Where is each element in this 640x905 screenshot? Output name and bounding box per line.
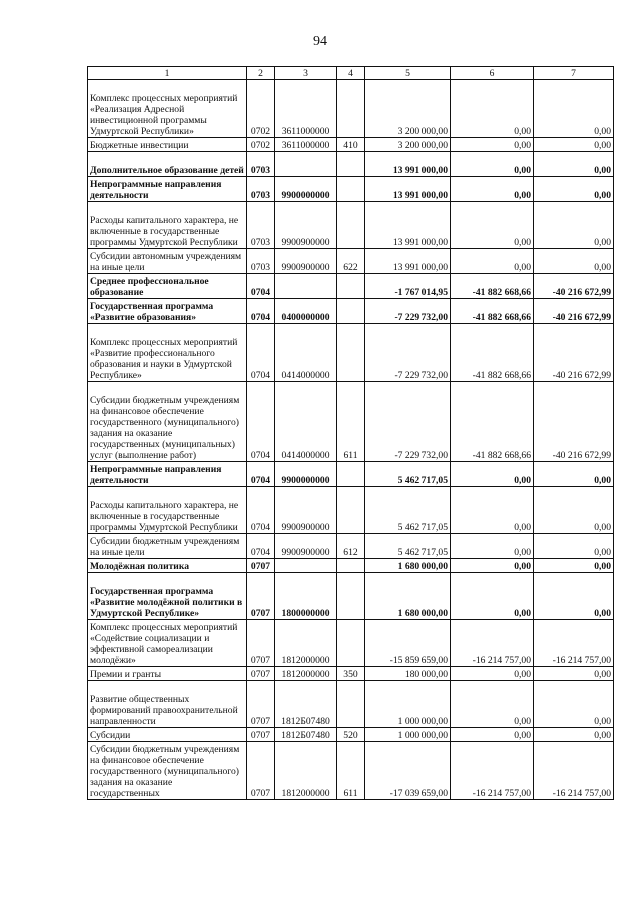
page-number: 94 (313, 34, 327, 49)
target-code-cell: 9900900000 (275, 249, 337, 274)
amount-col7-cell: 0,00 (534, 534, 614, 559)
amount-col6-cell: -41 882 668,66 (451, 382, 534, 462)
section-code-cell: 0702 (247, 138, 275, 152)
expense-type-cell (337, 487, 365, 534)
amount-col6-cell: 0,00 (451, 152, 534, 177)
section-code-cell: 0704 (247, 274, 275, 299)
amount-col6-cell: 0,00 (451, 681, 534, 728)
section-code-cell: 0704 (247, 324, 275, 382)
amount-col7-cell: 0,00 (534, 177, 614, 202)
header-cell: 3 (275, 67, 337, 80)
amount-col5-cell: 13 991 000,00 (365, 202, 451, 249)
amount-col6-cell: 0,00 (451, 728, 534, 742)
target-code-cell: 0400000000 (275, 299, 337, 324)
amount-col6-cell: 0,00 (451, 249, 534, 274)
amount-col5-cell: -7 229 732,00 (365, 299, 451, 324)
expense-type-cell (337, 681, 365, 728)
row-name-cell: Развитие общественных формирований правоохранительной направленности (88, 681, 247, 728)
target-code-cell: 1800000000 (275, 573, 337, 620)
amount-col7-cell: 0,00 (534, 667, 614, 681)
amount-col7-cell: -40 216 672,99 (534, 324, 614, 382)
amount-col5-cell: 13 991 000,00 (365, 177, 451, 202)
section-code-cell: 0702 (247, 80, 275, 138)
target-code-cell (275, 274, 337, 299)
expense-type-cell (337, 274, 365, 299)
section-code-cell: 0704 (247, 534, 275, 559)
expense-type-cell: 410 (337, 138, 365, 152)
amount-col5-cell: 3 200 000,00 (365, 80, 451, 138)
target-code-cell: 0414000000 (275, 324, 337, 382)
section-code-cell: 0703 (247, 202, 275, 249)
amount-col5-cell: 1 680 000,00 (365, 559, 451, 573)
amount-col6-cell: 0,00 (451, 177, 534, 202)
table-row (88, 249, 614, 274)
expense-type-cell (337, 573, 365, 620)
amount-col7-cell: 0,00 (534, 249, 614, 274)
target-code-cell: 9900000000 (275, 177, 337, 202)
table-row (88, 667, 614, 681)
table-body (88, 80, 614, 800)
target-code-cell: 3611000000 (275, 138, 337, 152)
table-row (88, 487, 614, 534)
amount-col5-cell: 5 462 717,05 (365, 487, 451, 534)
table-row (88, 620, 614, 667)
table-row (88, 299, 614, 324)
row-name-cell: Молодёжная политика (88, 559, 247, 573)
table-row (88, 559, 614, 573)
amount-col5-cell: 1 000 000,00 (365, 681, 451, 728)
amount-col7-cell: -16 214 757,00 (534, 742, 614, 800)
amount-col7-cell: 0,00 (534, 559, 614, 573)
target-code-cell: 1812000000 (275, 620, 337, 667)
amount-col5-cell: 13 991 000,00 (365, 249, 451, 274)
row-name-cell: Премии и гранты (88, 667, 247, 681)
amount-col5-cell: -17 039 659,00 (365, 742, 451, 800)
amount-col6-cell: 0,00 (451, 487, 534, 534)
amount-col6-cell: -16 214 757,00 (451, 742, 534, 800)
amount-col5-cell: 3 200 000,00 (365, 138, 451, 152)
amount-col7-cell: 0,00 (534, 80, 614, 138)
table-row (88, 742, 614, 800)
target-code-cell: 9900900000 (275, 534, 337, 559)
target-code-cell: 1812000000 (275, 667, 337, 681)
budget-table (87, 66, 614, 800)
header-cell: 1 (88, 67, 247, 80)
expense-type-cell: 612 (337, 534, 365, 559)
header-cell: 4 (337, 67, 365, 80)
expense-type-cell: 520 (337, 728, 365, 742)
expense-type-cell (337, 177, 365, 202)
section-code-cell: 0703 (247, 177, 275, 202)
amount-col5-cell: -7 229 732,00 (365, 382, 451, 462)
amount-col5-cell: 5 462 717,05 (365, 462, 451, 487)
amount-col7-cell: 0,00 (534, 681, 614, 728)
expense-type-cell (337, 559, 365, 573)
table-row (88, 138, 614, 152)
row-name-cell: Комплекс процессных мероприятий «Развитие профессионального образования и науки в Удмуртской Республике» (88, 324, 247, 382)
amount-col6-cell: -41 882 668,66 (451, 299, 534, 324)
target-code-cell: 1812Б07480 (275, 681, 337, 728)
section-code-cell: 0703 (247, 152, 275, 177)
row-name-cell: Расходы капитального характера, не включенные в государственные программы Удмуртской Республики (88, 202, 247, 249)
section-code-cell: 0704 (247, 487, 275, 534)
row-name-cell: Расходы капитального характера, не включенные в государственные программы Удмуртской Республики (88, 487, 247, 534)
expense-type-cell (337, 152, 365, 177)
row-name-cell: Государственная программа «Развитие образования» (88, 299, 247, 324)
table-row (88, 202, 614, 249)
amount-col5-cell: 180 000,00 (365, 667, 451, 681)
target-code-cell: 3611000000 (275, 80, 337, 138)
expense-type-cell (337, 620, 365, 667)
amount-col6-cell: 0,00 (451, 462, 534, 487)
expense-type-cell (337, 462, 365, 487)
amount-col7-cell: 0,00 (534, 487, 614, 534)
expense-type-cell: 622 (337, 249, 365, 274)
table-row (88, 324, 614, 382)
amount-col5-cell: 13 991 000,00 (365, 152, 451, 177)
amount-col6-cell: -41 882 668,66 (451, 324, 534, 382)
section-code-cell: 0707 (247, 681, 275, 728)
target-code-cell: 9900900000 (275, 487, 337, 534)
amount-col5-cell: -7 229 732,00 (365, 324, 451, 382)
table-row (88, 80, 614, 138)
row-name-cell: Комплекс процессных мероприятий «Реализация Адресной инвестиционной программы Удмуртской Республики» (88, 80, 247, 138)
header-cell: 2 (247, 67, 275, 80)
section-code-cell: 0707 (247, 742, 275, 800)
row-name-cell: Комплекс процессных мероприятий «Содействие социализации и эффективной самореализации молодёжи» (88, 620, 247, 667)
row-name-cell: Государственная программа «Развитие молодёжной политики в Удмуртской Республике» (88, 573, 247, 620)
amount-col5-cell: -1 767 014,95 (365, 274, 451, 299)
table-row (88, 177, 614, 202)
table-row (88, 462, 614, 487)
section-code-cell: 0707 (247, 573, 275, 620)
amount-col7-cell: 0,00 (534, 202, 614, 249)
amount-col5-cell: 5 462 717,05 (365, 534, 451, 559)
target-code-cell (275, 152, 337, 177)
row-name-cell: Непрограммные направления деятельности (88, 462, 247, 487)
section-code-cell: 0707 (247, 667, 275, 681)
target-code-cell: 9900900000 (275, 202, 337, 249)
expense-type-cell (337, 80, 365, 138)
amount-col6-cell: 0,00 (451, 202, 534, 249)
section-code-cell: 0707 (247, 559, 275, 573)
expense-type-cell (337, 324, 365, 382)
table-row (88, 274, 614, 299)
amount-col6-cell: 0,00 (451, 138, 534, 152)
expense-type-cell: 611 (337, 382, 365, 462)
table-row (88, 681, 614, 728)
target-code-cell: 1812000000 (275, 742, 337, 800)
table-row (88, 382, 614, 462)
expense-type-cell: 350 (337, 667, 365, 681)
amount-col6-cell: 0,00 (451, 534, 534, 559)
table-row (88, 728, 614, 742)
row-name-cell: Непрограммные направления деятельности (88, 177, 247, 202)
row-name-cell: Бюджетные инвестиции (88, 138, 247, 152)
table-row (88, 152, 614, 177)
amount-col7-cell: 0,00 (534, 573, 614, 620)
section-code-cell: 0704 (247, 299, 275, 324)
amount-col6-cell: 0,00 (451, 667, 534, 681)
row-name-cell: Субсидии бюджетным учреждениям на финансовое обеспечение государственного (муниципального) задания на оказание государственных (муниципальных) услуг (выполнение работ) (88, 382, 247, 462)
amount-col6-cell: 0,00 (451, 573, 534, 620)
expense-type-cell (337, 299, 365, 324)
amount-col6-cell: -16 214 757,00 (451, 620, 534, 667)
table-row (88, 573, 614, 620)
header-cell: 7 (534, 67, 614, 80)
row-name-cell: Среднее профессиональное образование (88, 274, 247, 299)
header-cell: 6 (451, 67, 534, 80)
row-name-cell: Субсидии бюджетным учреждениям на иные цели (88, 534, 247, 559)
row-name-cell: Субсидии автономным учреждениям на иные цели (88, 249, 247, 274)
amount-col7-cell: 0,00 (534, 152, 614, 177)
row-name-cell: Дополнительное образование детей (88, 152, 247, 177)
target-code-cell: 9900000000 (275, 462, 337, 487)
section-code-cell: 0707 (247, 728, 275, 742)
section-code-cell: 0704 (247, 462, 275, 487)
table-header-row (88, 67, 614, 80)
target-code-cell: 1812Б07480 (275, 728, 337, 742)
expense-type-cell: 611 (337, 742, 365, 800)
amount-col7-cell: -40 216 672,99 (534, 299, 614, 324)
target-code-cell (275, 559, 337, 573)
row-name-cell: Субсидии (88, 728, 247, 742)
amount-col7-cell: -40 216 672,99 (534, 274, 614, 299)
section-code-cell: 0703 (247, 249, 275, 274)
amount-col5-cell: 1 000 000,00 (365, 728, 451, 742)
amount-col6-cell: 0,00 (451, 559, 534, 573)
header-cell: 5 (365, 67, 451, 80)
expense-type-cell (337, 202, 365, 249)
amount-col6-cell: -41 882 668,66 (451, 274, 534, 299)
section-code-cell: 0704 (247, 382, 275, 462)
amount-col7-cell: -16 214 757,00 (534, 620, 614, 667)
target-code-cell: 0414000000 (275, 382, 337, 462)
amount-col7-cell: 0,00 (534, 728, 614, 742)
row-name-cell: Субсидии бюджетным учреждениям на финансовое обеспечение государственного (муниципального) задания на оказание государственных (88, 742, 247, 800)
amount-col5-cell: 1 680 000,00 (365, 573, 451, 620)
amount-col7-cell: 0,00 (534, 462, 614, 487)
section-code-cell: 0707 (247, 620, 275, 667)
amount-col7-cell: 0,00 (534, 138, 614, 152)
amount-col7-cell: -40 216 672,99 (534, 382, 614, 462)
amount-col5-cell: -15 859 659,00 (365, 620, 451, 667)
amount-col6-cell: 0,00 (451, 80, 534, 138)
table-row (88, 534, 614, 559)
